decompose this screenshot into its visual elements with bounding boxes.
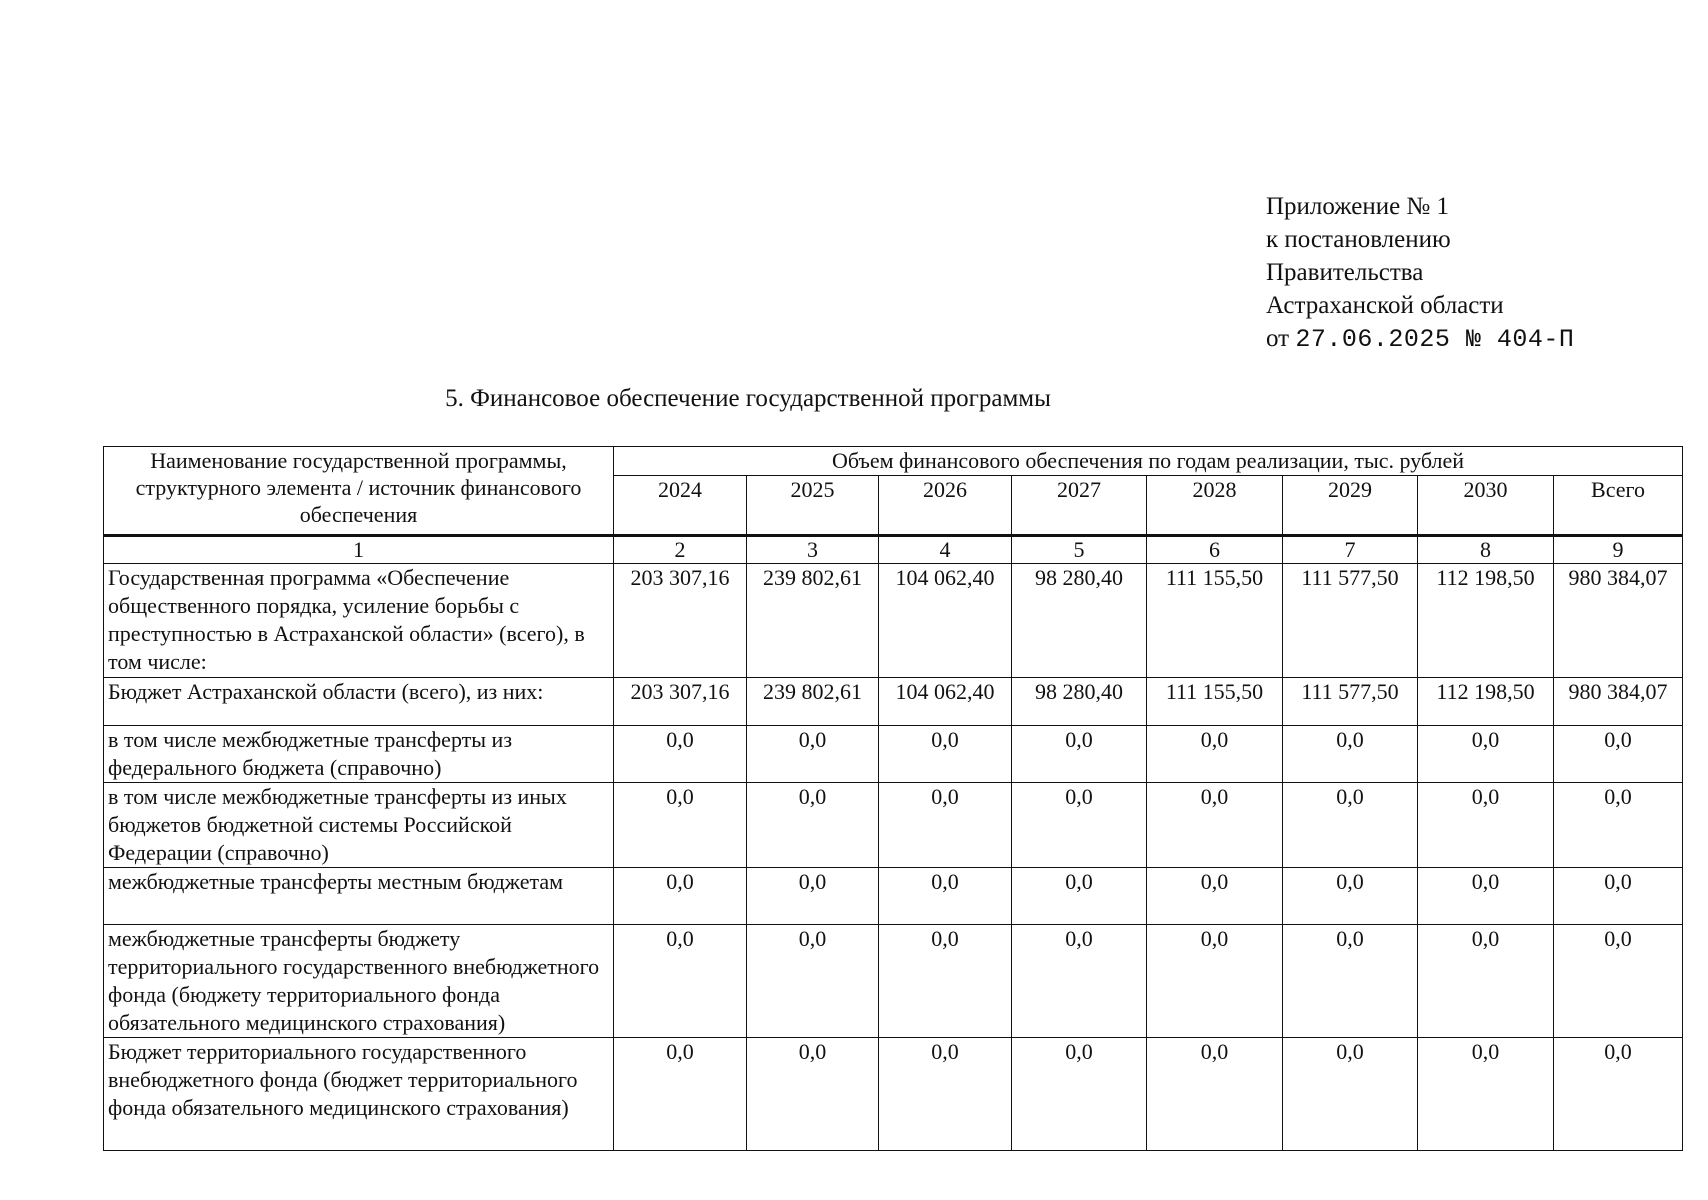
- value-cell: 0,0: [1283, 1038, 1418, 1151]
- index-cell: 3: [747, 536, 879, 564]
- appendix-line-3: Правительства: [1266, 259, 1424, 286]
- index-cell: 5: [1012, 536, 1147, 564]
- value-cell: 98 280,40: [1012, 678, 1147, 726]
- value-cell: 112 198,50: [1418, 678, 1554, 726]
- value-cell: 203 307,16: [614, 678, 747, 726]
- section-title: [0, 384, 1708, 414]
- table-row: [104, 783, 1683, 868]
- value-cell: 0,0: [879, 1038, 1012, 1151]
- value-cell: 0,0: [1283, 925, 1418, 1038]
- value-cell: 111 155,50: [1147, 564, 1283, 678]
- value-cell: 0,0: [1418, 925, 1554, 1038]
- value-cell: 0,0: [879, 868, 1012, 925]
- year-header: 2028: [1147, 476, 1283, 536]
- value-cell: 0,0: [1012, 925, 1147, 1038]
- date-number: 27.06.2025 № 404-П: [1295, 325, 1575, 354]
- year-header: 2030: [1418, 476, 1554, 536]
- value-cell: 0,0: [1012, 726, 1147, 783]
- total-cell: 0,0: [1554, 726, 1683, 783]
- table-row: [104, 1038, 1683, 1151]
- value-cell: 0,0: [614, 925, 747, 1038]
- table-row: [104, 678, 1683, 726]
- value-cell: 0,0: [1418, 1038, 1554, 1151]
- volume-header: Объем финансового обеспечения по годам реализации, тыс. рублей: [614, 447, 1683, 476]
- row-name: в том числе межбюджетные трансферты из иных бюджетов бюджетной системы Российской Федерации (справочно): [104, 783, 614, 868]
- value-cell: 104 062,40: [879, 564, 1012, 678]
- appendix-line-1: Приложение № 1: [1266, 193, 1450, 220]
- value-cell: 0,0: [747, 783, 879, 868]
- table-row: [104, 726, 1683, 783]
- total-cell: 0,0: [1554, 868, 1683, 925]
- value-cell: 111 577,50: [1283, 564, 1418, 678]
- appendix-block: [1266, 190, 1574, 356]
- value-cell: 0,0: [1418, 868, 1554, 925]
- appendix-date-line: [1266, 322, 1574, 356]
- value-cell: 239 802,61: [747, 564, 879, 678]
- value-cell: 203 307,16: [614, 564, 747, 678]
- value-cell: 0,0: [614, 726, 747, 783]
- appendix-line-2: к постановлению: [1266, 226, 1451, 253]
- value-cell: 104 062,40: [879, 678, 1012, 726]
- section-title-text: 5. Финансовое обеспечение государственной программы: [445, 385, 1051, 412]
- date-prefix: от: [1266, 325, 1290, 352]
- value-cell: 0,0: [1012, 783, 1147, 868]
- value-cell: 0,0: [614, 868, 747, 925]
- value-cell: 0,0: [1147, 1038, 1283, 1151]
- value-cell: 0,0: [1283, 726, 1418, 783]
- table-row: [104, 868, 1683, 925]
- value-cell: 0,0: [1283, 783, 1418, 868]
- year-header: 2024: [614, 476, 747, 536]
- value-cell: 0,0: [1012, 1038, 1147, 1151]
- index-cell: 8: [1418, 536, 1554, 564]
- index-cell: 1: [104, 536, 614, 564]
- value-cell: 0,0: [1283, 868, 1418, 925]
- index-cell: 9: [1554, 536, 1683, 564]
- table-row: [104, 925, 1683, 1038]
- row-name: в том числе межбюджетные трансферты из федерального бюджета (справочно): [104, 726, 614, 783]
- name-column-header: Наименование государственной программы, структурного элемента / источник финансового обеспечения: [104, 447, 614, 536]
- year-header: 2025: [747, 476, 879, 536]
- value-cell: 0,0: [1012, 868, 1147, 925]
- total-header: Всего: [1554, 476, 1683, 536]
- total-cell: 0,0: [1554, 783, 1683, 868]
- total-cell: 980 384,07: [1554, 564, 1683, 678]
- value-cell: 0,0: [1147, 925, 1283, 1038]
- row-name: межбюджетные трансферты бюджету территориального государственного внебюджетного фонда (бюджету территориального фонда обязательного медицинского страхования): [104, 925, 614, 1038]
- total-cell: 980 384,07: [1554, 678, 1683, 726]
- value-cell: 111 155,50: [1147, 678, 1283, 726]
- value-cell: 0,0: [1418, 783, 1554, 868]
- index-cell: 6: [1147, 536, 1283, 564]
- value-cell: 0,0: [614, 1038, 747, 1151]
- value-cell: 112 198,50: [1418, 564, 1554, 678]
- value-cell: 0,0: [747, 868, 879, 925]
- value-cell: 239 802,61: [747, 678, 879, 726]
- index-cell: 4: [879, 536, 1012, 564]
- value-cell: 0,0: [747, 925, 879, 1038]
- appendix-line-4: Астраханской области: [1266, 292, 1504, 319]
- value-cell: 0,0: [879, 783, 1012, 868]
- row-name: Государственная программа «Обеспечение общественного порядка, усиление борьбы с преступностью в Астраханской области» (всего), в том числе:: [104, 564, 614, 678]
- value-cell: 0,0: [879, 925, 1012, 1038]
- value-cell: 0,0: [1147, 783, 1283, 868]
- value-cell: 0,0: [1418, 726, 1554, 783]
- year-header: 2026: [879, 476, 1012, 536]
- value-cell: 98 280,40: [1012, 564, 1147, 678]
- value-cell: 0,0: [1147, 726, 1283, 783]
- row-name: Бюджет территориального государственного внебюджетного фонда (бюджет территориального фонда обязательного медицинского страхования): [104, 1038, 614, 1151]
- row-name: Бюджет Астраханской области (всего), из них:: [104, 678, 614, 726]
- index-row: [104, 536, 1683, 564]
- total-cell: 0,0: [1554, 925, 1683, 1038]
- row-name: межбюджетные трансферты местным бюджетам: [104, 868, 614, 925]
- year-header: 2029: [1283, 476, 1418, 536]
- value-cell: 0,0: [1147, 868, 1283, 925]
- index-cell: 2: [614, 536, 747, 564]
- value-cell: 0,0: [879, 726, 1012, 783]
- year-header: 2027: [1012, 476, 1147, 536]
- table-row: [104, 564, 1683, 678]
- value-cell: 0,0: [747, 726, 879, 783]
- header-row-1: [104, 447, 1683, 476]
- value-cell: 111 577,50: [1283, 678, 1418, 726]
- total-cell: 0,0: [1554, 1038, 1683, 1151]
- financing-table: [103, 446, 1683, 1151]
- value-cell: 0,0: [614, 783, 747, 868]
- index-cell: 7: [1283, 536, 1418, 564]
- value-cell: 0,0: [747, 1038, 879, 1151]
